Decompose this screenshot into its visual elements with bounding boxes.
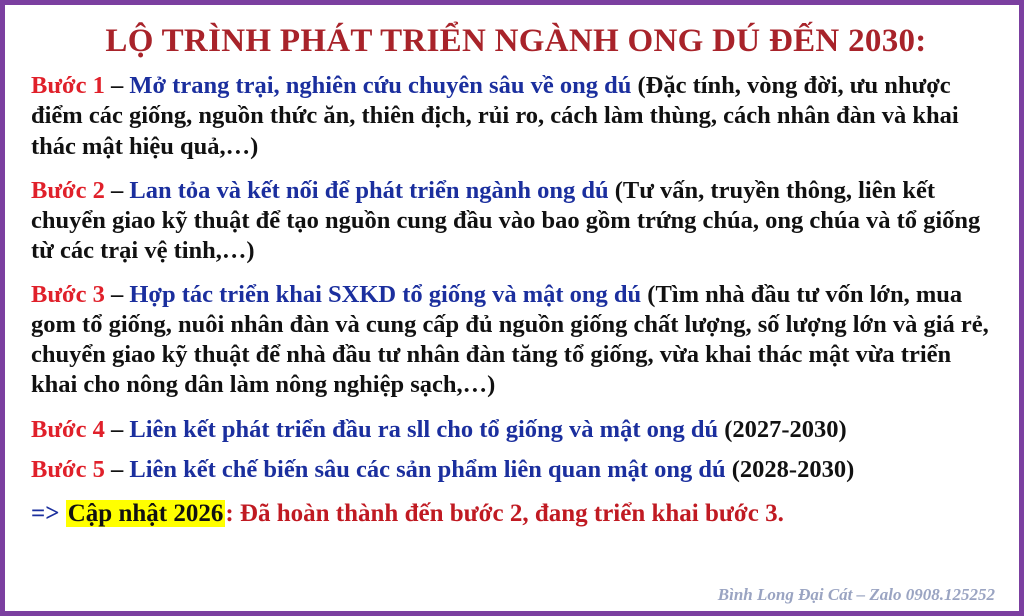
step-4-headline: Liên kết phát triển đầu ra sll cho tổ giống và mật ong dú [129, 415, 719, 443]
step-3-label: Bước 3 [31, 281, 105, 309]
step-1-detail: (Đặc tính, vòng đời, ưu nhược điểm các giống, nguồn thức ăn, thiên địch, rủi ro, cách làm thùng, cách nhân đàn và khai thác mật hiệu quả,…) [31, 72, 959, 160]
footer-credit: Bình Long Đại Cát – Zalo 0908.125252 [717, 585, 995, 604]
step-4-label: Bước 4 [31, 415, 105, 443]
update-text: : Đã hoàn thành đến bước 2, đang triển khai bước 3. [225, 499, 784, 527]
update-highlight: Cập nhật 2026 [67, 499, 224, 527]
page-title: LỘ TRÌNH PHÁT TRIỂN NGÀNH ONG DÚ ĐẾN 2030: [105, 23, 927, 59]
step-3-dash: – [110, 281, 124, 309]
step-1 [31, 71, 1001, 161]
step-3-headline: Hợp tác triển khai SXKD tổ giống và mật ong dú [129, 281, 642, 309]
step-5-label: Bước 5 [31, 455, 105, 483]
update-note [31, 499, 1001, 529]
step-1-dash: – [110, 72, 124, 100]
step-5-dash: – [110, 455, 124, 483]
step-1-label: Bước 1 [31, 72, 105, 100]
step-4-dash: – [110, 415, 124, 443]
step-2 [31, 176, 1001, 266]
step-1-headline: Mở trang trại, nghiên cứu chuyên sâu về ong dú [129, 72, 632, 100]
step-4 [31, 415, 1001, 445]
step-5-headline: Liên kết chế biến sâu các sản phẩm liên quan mật ong dú [129, 455, 726, 483]
step-2-detail: (Tư vấn, truyền thông, liên kết chuyển giao kỹ thuật để tạo nguồn cung đầu vào bao gồm trứng chúa, ong chúa và tổ giống từ các trại vệ tinh,…) [31, 176, 981, 264]
step-2-label: Bước 2 [31, 176, 105, 204]
step-3 [31, 280, 1001, 401]
step-4-detail: (2027-2030) [724, 415, 847, 443]
step-2-dash: – [110, 176, 124, 204]
step-2-headline: Lan tỏa và kết nối để phát triển ngành ong dú [129, 176, 609, 204]
step-5-detail: (2028-2030) [731, 455, 855, 483]
step-5 [31, 455, 1001, 485]
step-3-detail: (Tìm nhà đầu tư vốn lớn, mua gom tổ giống, nuôi nhân đàn và cung cấp đủ nguồn giống chất lượng, số lượng lớn và giá rẻ, chuyển giao kỹ thuật để nhà đầu tư nhân đàn tăng tổ giống, vừa khai thác mật vừa triển khai cho nông dân làm nông nghiệp sạch,…) [31, 281, 989, 399]
arrow-glyph: => [31, 499, 60, 527]
